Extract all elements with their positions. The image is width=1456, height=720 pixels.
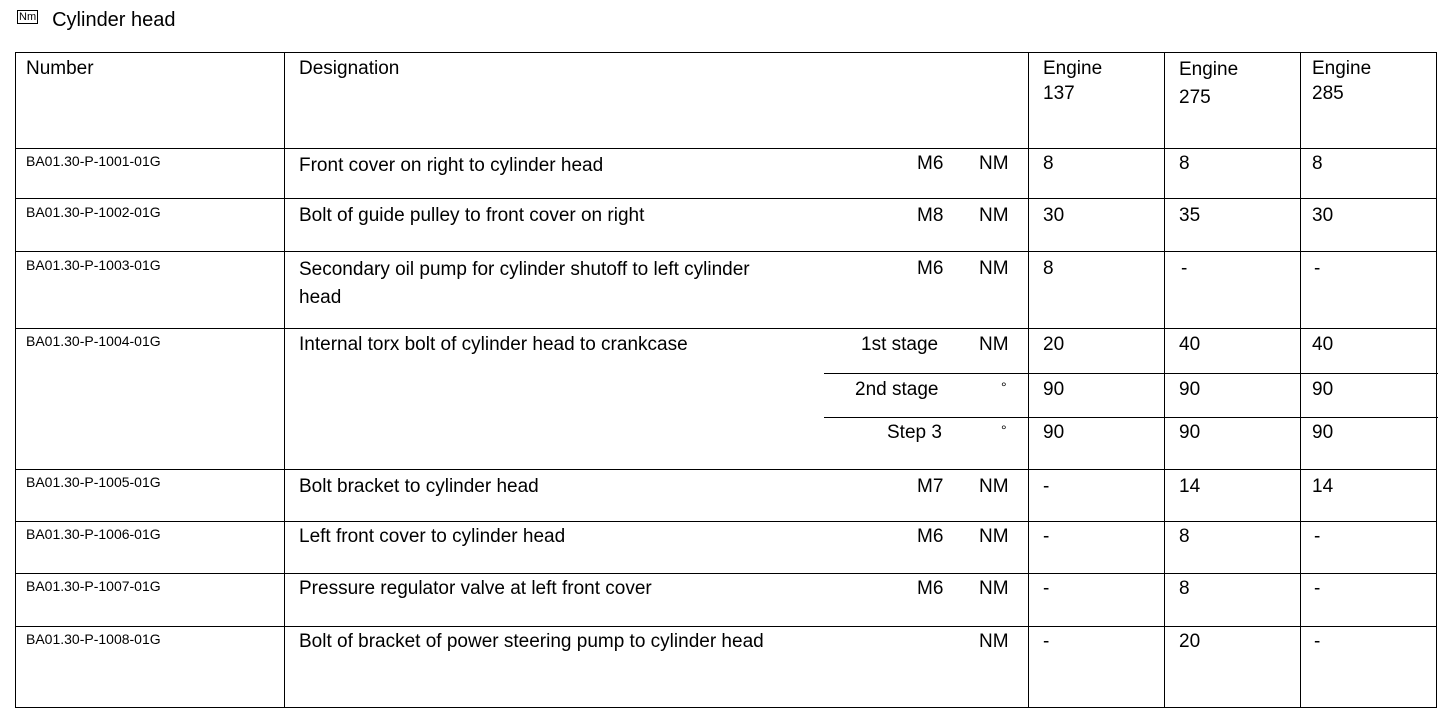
stage-engine-137: 90 [1043, 422, 1065, 443]
stage-unit: NM [979, 334, 1009, 355]
row-number: BA01.30-P-1004-01G [26, 333, 161, 349]
row-number: BA01.30-P-1003-01G [26, 257, 161, 273]
row-size: M8 [917, 205, 944, 226]
row-size: M6 [917, 578, 944, 599]
torque-table [15, 52, 1437, 708]
row-designation: Internal torx bolt of cylinder head to crankcase [299, 334, 688, 355]
header-engine-275: Engine 275 [1179, 59, 1239, 108]
row-engine-285: - [1314, 258, 1321, 279]
row-engine-285: - [1314, 578, 1321, 599]
header-designation: Designation [299, 58, 400, 79]
table-row [16, 328, 1436, 469]
row-number: BA01.30-P-1007-01G [26, 578, 161, 594]
stage-engine-285: 40 [1312, 334, 1334, 355]
row-unit: NM [979, 578, 1009, 599]
table-row [16, 198, 1436, 251]
row-engine-137: 30 [1043, 205, 1065, 226]
row-engine-285: 30 [1312, 205, 1334, 226]
stage-label: Step 3 [887, 422, 942, 443]
row-engine-137: - [1043, 631, 1050, 652]
row-number: BA01.30-P-1005-01G [26, 474, 161, 490]
stage-engine-275: 90 [1179, 422, 1201, 443]
stage-engine-285: 90 [1312, 422, 1334, 443]
row-engine-137: - [1043, 476, 1050, 497]
row-engine-137: - [1043, 578, 1050, 599]
row-designation: Bolt of guide pulley to front cover on right [299, 205, 645, 226]
stage-unit: ° [1001, 422, 1007, 438]
row-unit: NM [979, 631, 1009, 652]
row-engine-275: 35 [1179, 205, 1201, 226]
row-number: BA01.30-P-1002-01G [26, 204, 161, 220]
row-engine-285: - [1314, 631, 1321, 652]
row-engine-285: - [1314, 526, 1321, 547]
table-row [16, 573, 1436, 626]
row-unit: NM [979, 476, 1009, 497]
row-size: M6 [917, 258, 944, 279]
stage-engine-137: 90 [1043, 379, 1065, 400]
row-engine-275: 8 [1179, 526, 1190, 547]
row-designation: Left front cover to cylinder head [299, 526, 566, 547]
header-row [16, 53, 1436, 148]
row-size: M6 [917, 526, 944, 547]
stage-engine-137: 20 [1043, 334, 1065, 355]
page-title: Cylinder head [52, 8, 176, 31]
stage-divider [824, 373, 1438, 374]
row-engine-275: 20 [1179, 631, 1201, 652]
row-number: BA01.30-P-1001-01G [26, 153, 161, 169]
table-row [16, 521, 1436, 573]
stage-unit: ° [1001, 379, 1007, 395]
row-designation: Secondary oil pump for cylinder shutoff to left cylinder head [299, 259, 750, 308]
row-designation: Front cover on right to cylinder head [299, 155, 604, 176]
stage-label: 1st stage [861, 334, 939, 355]
row-designation: Bolt bracket to cylinder head [299, 476, 539, 497]
title-row [17, 6, 176, 34]
row-unit: NM [979, 205, 1009, 226]
header-number: Number [26, 58, 94, 79]
stage-engine-275: 90 [1179, 379, 1201, 400]
stage-label: 2nd stage [855, 379, 939, 400]
row-size: M6 [917, 153, 944, 174]
row-unit: NM [979, 258, 1009, 279]
table-row [16, 251, 1436, 328]
row-designation: Pressure regulator valve at left front cover [299, 578, 652, 599]
table-row [16, 148, 1436, 198]
row-engine-275: 14 [1179, 476, 1201, 497]
row-unit: NM [979, 153, 1009, 174]
torque-nm-icon: Nm [19, 11, 37, 23]
row-engine-137: - [1043, 526, 1050, 547]
row-designation: Bolt of bracket of power steering pump to cylinder head [299, 631, 764, 652]
row-engine-137: 8 [1043, 258, 1054, 279]
header-engine-137: Engine 137 [1043, 58, 1103, 104]
row-engine-275: - [1181, 258, 1188, 279]
row-engine-137: 8 [1043, 153, 1054, 174]
row-number: BA01.30-P-1006-01G [26, 526, 161, 542]
row-number: BA01.30-P-1008-01G [26, 631, 161, 647]
table-row [16, 626, 1436, 707]
table-row [16, 469, 1436, 521]
row-engine-285: 14 [1312, 476, 1334, 497]
row-engine-275: 8 [1179, 153, 1190, 174]
row-engine-275: 8 [1179, 578, 1190, 599]
row-unit: NM [979, 526, 1009, 547]
row-size: M7 [917, 476, 944, 497]
stage-divider [824, 417, 1438, 418]
stage-engine-275: 40 [1179, 334, 1201, 355]
stage-engine-285: 90 [1312, 379, 1334, 400]
header-engine-285: Engine 285 [1312, 58, 1372, 104]
row-engine-285: 8 [1312, 153, 1323, 174]
